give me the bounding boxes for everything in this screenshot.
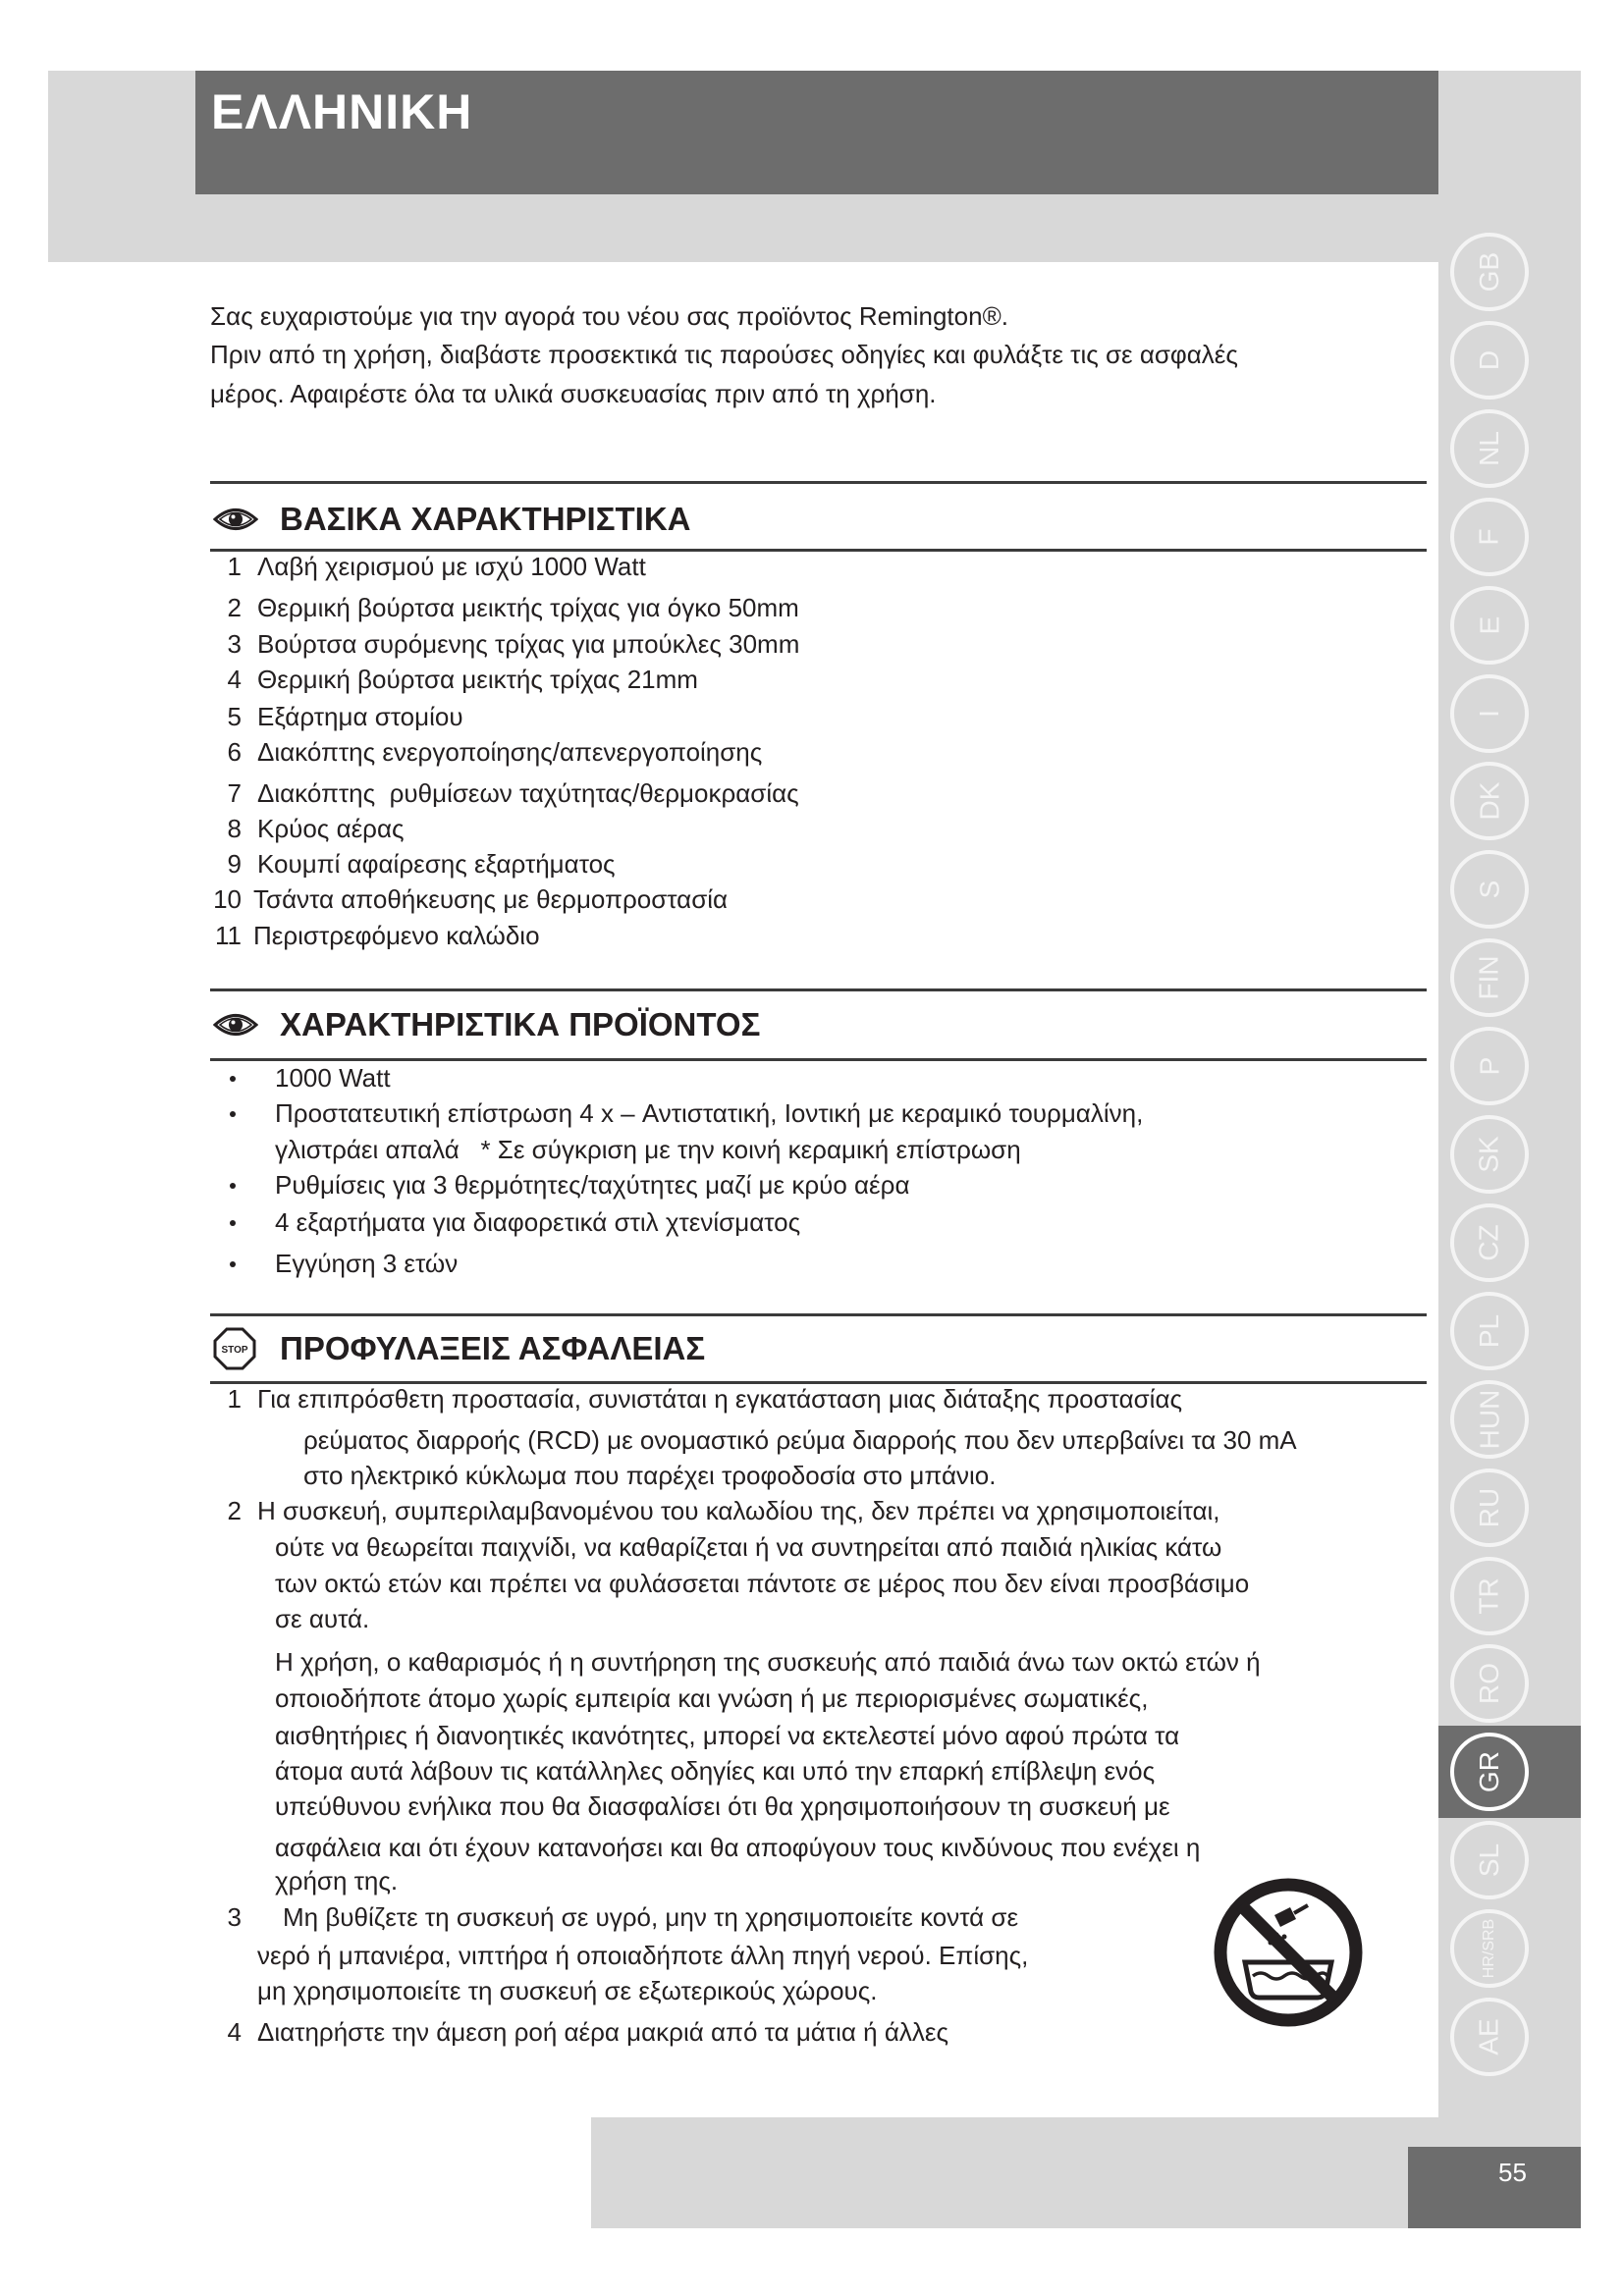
- item-text: Εξάρτημα στομίου: [257, 702, 463, 731]
- feature-item: [0, 699, 1434, 734]
- intro-line: μέρος. Αφαιρέστε όλα τα υλικά συσκευασίας πριν από τη χρήση.: [210, 379, 937, 408]
- item-number: 3: [227, 629, 242, 659]
- eye-icon: [213, 1011, 258, 1039]
- item-text: Κρύος αέρας: [257, 814, 405, 843]
- bullet-text: 4 εξαρτήματα για διαφορετικά στιλ χτενίσματος: [275, 1207, 801, 1237]
- section-rule: [210, 1313, 1427, 1316]
- section-heading-features: ΒΑΣΙΚΑ ΧΑΡΑΚΤΗΡΙΣΤΙΚΑ: [280, 501, 691, 537]
- language-tab-label: P: [1474, 1056, 1504, 1076]
- language-tab-label: S: [1474, 880, 1504, 899]
- page-title: ΕΛΛΗΝΙΚΗ: [211, 84, 473, 139]
- intro-line: Πριν από τη χρήση, διαβάστε προσεκτικά τις παρούσες οδηγίες και φυλάξτε τις σε ασφαλές: [210, 340, 1238, 369]
- language-tab-ae: [1438, 1991, 1581, 2083]
- bullet-text-continued: γλιστράει απαλά * Σε σύγκριση με την κοινή κεραμική επίστρωση: [275, 1135, 1021, 1164]
- item-text: Μη βυθίζετε τη συσκευή σε υγρό, μην τη χρησιμοποιείτε κοντά σε: [283, 1902, 1019, 1932]
- language-tab-label: AE: [1473, 2018, 1504, 2056]
- language-tab-f: [1438, 491, 1581, 583]
- item-text-continued: ούτε να θεωρείται παιχνίδι, να καθαρίζεται ή να συντηρείται από παιδιά ηλικίας κάτω: [275, 1532, 1222, 1562]
- item-text: Διακόπτης ρυθμίσεων ταχύτητας/θερμοκρασίας: [257, 778, 799, 808]
- eye-icon: [213, 506, 258, 533]
- item-text-continued: σε αυτά.: [275, 1604, 370, 1633]
- item-text-continued: στο ηλεκτρικό κύκλωμα που παρέχει τροφοδοσία στο μπάνιο.: [303, 1461, 997, 1490]
- item-note-line: άτομα αυτά λάβουν τις κατάλληλες οδηγίες και υπό την επαρκή επίβλεψη ενός: [275, 1756, 1156, 1786]
- language-tab-circle: [1450, 1292, 1529, 1370]
- language-tab-circle: [1450, 674, 1529, 753]
- safety-item: [0, 1381, 1434, 1416]
- item-note-line: οποιοδήποτε άτομο χωρίς εμπειρία και γνώση ή με περιορισμένες σωματικές,: [275, 1683, 1149, 1713]
- language-tab-circle: [1450, 1909, 1529, 1988]
- feature-item: [0, 626, 1434, 662]
- bullet-text: 1000 Watt: [275, 1063, 391, 1093]
- item-number: 10: [213, 884, 242, 914]
- item-text: Η συσκευή, συμπεριλαμβανομένου του καλωδίου της, δεν πρέπει να χρησιμοποιείται,: [257, 1496, 1220, 1525]
- item-text: Τσάντα αποθήκευσης με θερμοπροστασία: [253, 884, 729, 914]
- item-text: Διακόπτης ενεργοποίησης/απενεργοποίησης: [257, 737, 763, 767]
- language-tab-label: D: [1473, 349, 1504, 371]
- item-number: 1: [227, 552, 242, 581]
- item-text: Θερμική βούρτσα μεικτής τρίχας για όγκο 50mm: [257, 593, 799, 622]
- item-text-continued: μη χρησιμοποιείτε τη συσκευή σε εξωτερικούς χώρους.: [257, 1976, 878, 2005]
- language-tab-ru: [1438, 1462, 1581, 1554]
- item-number: 3: [227, 1902, 242, 1932]
- language-tab-circle: [1450, 233, 1529, 311]
- language-tab-cz: [1438, 1197, 1581, 1289]
- item-number: 4: [227, 665, 242, 694]
- language-tab-label: F: [1473, 528, 1504, 546]
- bullet-dot: [230, 1183, 236, 1189]
- language-tab-label: SK: [1473, 1136, 1504, 1173]
- language-tab-ro: [1438, 1637, 1581, 1730]
- language-tab-label: TR: [1473, 1576, 1504, 1615]
- language-tab-e: [1438, 579, 1581, 671]
- language-tab-nl: [1438, 402, 1581, 495]
- language-tab-circle: [1450, 1468, 1529, 1547]
- language-tab-s: [1438, 843, 1581, 935]
- item-text: Κουμπί αφαίρεσης εξαρτήματος: [257, 849, 616, 879]
- feature-item: [0, 846, 1434, 881]
- language-tab-label: RO: [1474, 1663, 1504, 1705]
- item-text: Λαβή χειρισμού με ισχύ 1000 Watt: [257, 552, 646, 581]
- item-note-line: Η χρήση, ο καθαρισμός ή η συντήρηση της συσκευής από παιδιά άνω των οκτώ ετών ή: [275, 1647, 1261, 1677]
- item-text: Διατηρήστε την άμεση ροή αέρα μακριά από τα μάτια ή άλλες: [257, 2017, 948, 2047]
- language-tab-gr: [1438, 1726, 1581, 1818]
- page-number: 55: [1498, 2158, 1527, 2187]
- language-tab-p: [1438, 1020, 1581, 1112]
- language-tab-circle: [1450, 1557, 1529, 1635]
- section-heading-safety: ΠΡΟΦΥΛΑΞΕΙΣ ΑΣΦΑΛΕΙΑΣ: [280, 1330, 706, 1366]
- section-rule: [210, 988, 1427, 991]
- feature-item: [0, 549, 1434, 584]
- item-number: 8: [227, 814, 242, 843]
- section-rule: [210, 481, 1427, 484]
- feature-item: [0, 918, 1434, 953]
- safety-item: [0, 1493, 1434, 1528]
- language-tab-circle: [1450, 498, 1529, 576]
- language-tab-label: FIN: [1473, 955, 1504, 1000]
- feature-item: [0, 734, 1434, 770]
- item-number: 6: [227, 737, 242, 767]
- item-number: 9: [227, 849, 242, 879]
- language-tab-label: I: [1474, 709, 1504, 718]
- language-tab-circle: [1450, 1115, 1529, 1194]
- language-tab-label: E: [1474, 615, 1504, 634]
- language-tab-label: GB: [1474, 251, 1504, 293]
- language-tab-circle: [1450, 1203, 1529, 1282]
- bullet-text: Ρυθμίσεις για 3 θερμότητες/ταχύτητες μαζί με κρύο αέρα: [275, 1170, 910, 1200]
- language-tab-circle: [1450, 1998, 1529, 2076]
- language-tab-i: [1438, 667, 1581, 760]
- item-text: Βούρτσα συρόμενης τρίχας για μπούκλες 30mm: [257, 629, 800, 659]
- bullet-dot: [230, 1076, 236, 1082]
- feature-item: [0, 775, 1434, 811]
- language-tab-fin: [1438, 932, 1581, 1024]
- language-tab-pl: [1438, 1285, 1581, 1377]
- language-tab-tr: [1438, 1550, 1581, 1642]
- feature-item: [0, 811, 1434, 846]
- language-tab-label: RU: [1473, 1487, 1504, 1527]
- bullet-dot: [230, 1220, 236, 1226]
- language-tab-label: HUN: [1473, 1389, 1504, 1450]
- item-number: 1: [227, 1384, 242, 1414]
- item-text-continued: νερό ή μπανιέρα, νιπτήρα ή οποιαδήποτε άλλη πηγή νερού. Επίσης,: [257, 1941, 1029, 1970]
- language-tab-label: HR/SRB: [1480, 1918, 1497, 1979]
- language-tab-circle: [1450, 1644, 1529, 1723]
- bullet-item: [0, 1246, 1434, 1281]
- language-tab-label: DK: [1474, 781, 1504, 821]
- language-tab-label: GR: [1474, 1751, 1504, 1793]
- feature-item: [0, 590, 1434, 625]
- language-tab-circle: [1450, 938, 1529, 1017]
- stop-icon-text: STOP: [221, 1345, 248, 1356]
- bullet-dot: [230, 1111, 236, 1117]
- language-tab-hun: [1438, 1373, 1581, 1466]
- stop-icon: [213, 1327, 256, 1370]
- language-tabs: [1438, 0, 1581, 2296]
- language-tab-d: [1438, 314, 1581, 406]
- language-tab-label: PL: [1474, 1313, 1504, 1348]
- language-header: [195, 71, 1438, 194]
- item-text-continued: ρεύματος διαρροής (RCD) με ονομαστικό ρεύμα διαρροής που δεν υπερβαίνει τα 30 mA: [303, 1425, 1297, 1455]
- bullet-item: [0, 1095, 1434, 1131]
- bullet-item: [0, 1167, 1434, 1202]
- language-tab-label: CZ: [1473, 1224, 1504, 1261]
- language-tab-circle: [1450, 1733, 1529, 1811]
- language-tab-sk: [1438, 1108, 1581, 1201]
- feature-item: [0, 881, 1434, 917]
- item-number: 5: [227, 702, 242, 731]
- bullet-item: [0, 1060, 1434, 1095]
- bullet-item: [0, 1204, 1434, 1240]
- language-tab-sl: [1438, 1814, 1581, 1906]
- language-tab-circle: [1450, 1027, 1529, 1105]
- language-tab-gb: [1438, 226, 1581, 318]
- item-number: 2: [227, 1496, 242, 1525]
- bullet-dot: [230, 1261, 236, 1267]
- language-tab-dk: [1438, 755, 1581, 847]
- item-number: 7: [227, 778, 242, 808]
- item-note-line: αισθητήριες ή διανοητικές ικανότητες, μπορεί να εκτελεστεί μόνο αφού πρώτα τα: [275, 1721, 1180, 1750]
- intro-line: Σας ευχαριστούμε για την αγορά του νέου σας προϊόντος Remington®.: [210, 301, 1008, 331]
- item-note-line: υπεύθυνου ενήλικα που θα διασφαλίσει ότι θα χρησιμοποιήσουν τη συσκευή με: [275, 1791, 1170, 1821]
- language-tab-label: SL: [1474, 1843, 1504, 1878]
- no-water-icon: [1212, 1876, 1365, 2029]
- language-tab-circle: [1450, 1821, 1529, 1899]
- feature-item: [0, 662, 1434, 697]
- item-note-line: ασφάλεια και ότι έχουν κατανοήσει και θα αποφύγουν τους κινδύνους που ενέχει η: [275, 1833, 1201, 1862]
- item-text: Θερμική βούρτσα μεικτής τρίχας 21mm: [257, 665, 698, 694]
- language-tab-label: NL: [1473, 430, 1504, 466]
- bullet-text: Προστατευτική επίστρωση 4 x – Αντιστατική, Ιοντική με κεραμικό τουρμαλίνη,: [275, 1098, 1144, 1128]
- language-tab-circle: [1450, 850, 1529, 929]
- item-number: 4: [227, 2017, 242, 2047]
- language-tab-hr-srb: [1438, 1902, 1581, 1995]
- item-text-continued: των οκτώ ετών και πρέπει να φυλάσσεται πάντοτε σε μέρος που δεν είναι προσβάσιμο: [275, 1569, 1250, 1598]
- item-note-line: χρήση της.: [275, 1866, 399, 1896]
- language-tab-circle: [1450, 1380, 1529, 1459]
- language-tab-circle: [1450, 321, 1529, 400]
- language-tab-circle: [1450, 586, 1529, 665]
- bullet-text: Εγγύηση 3 ετών: [275, 1249, 459, 1278]
- language-tab-circle: [1450, 762, 1529, 840]
- section-heading-product: ΧΑΡΑΚΤΗΡΙΣΤΙΚΑ ΠΡΟΪΟΝΤΟΣ: [280, 1006, 761, 1042]
- language-tab-circle: [1450, 409, 1529, 488]
- item-text: Περιστρεφόμενο καλώδιο: [253, 921, 540, 950]
- item-number: 11: [215, 921, 242, 950]
- item-number: 2: [227, 593, 242, 622]
- item-text: Για επιπρόσθετη προστασία, συνιστάται η εγκατάσταση μιας διάταξης προστασίας: [257, 1384, 1183, 1414]
